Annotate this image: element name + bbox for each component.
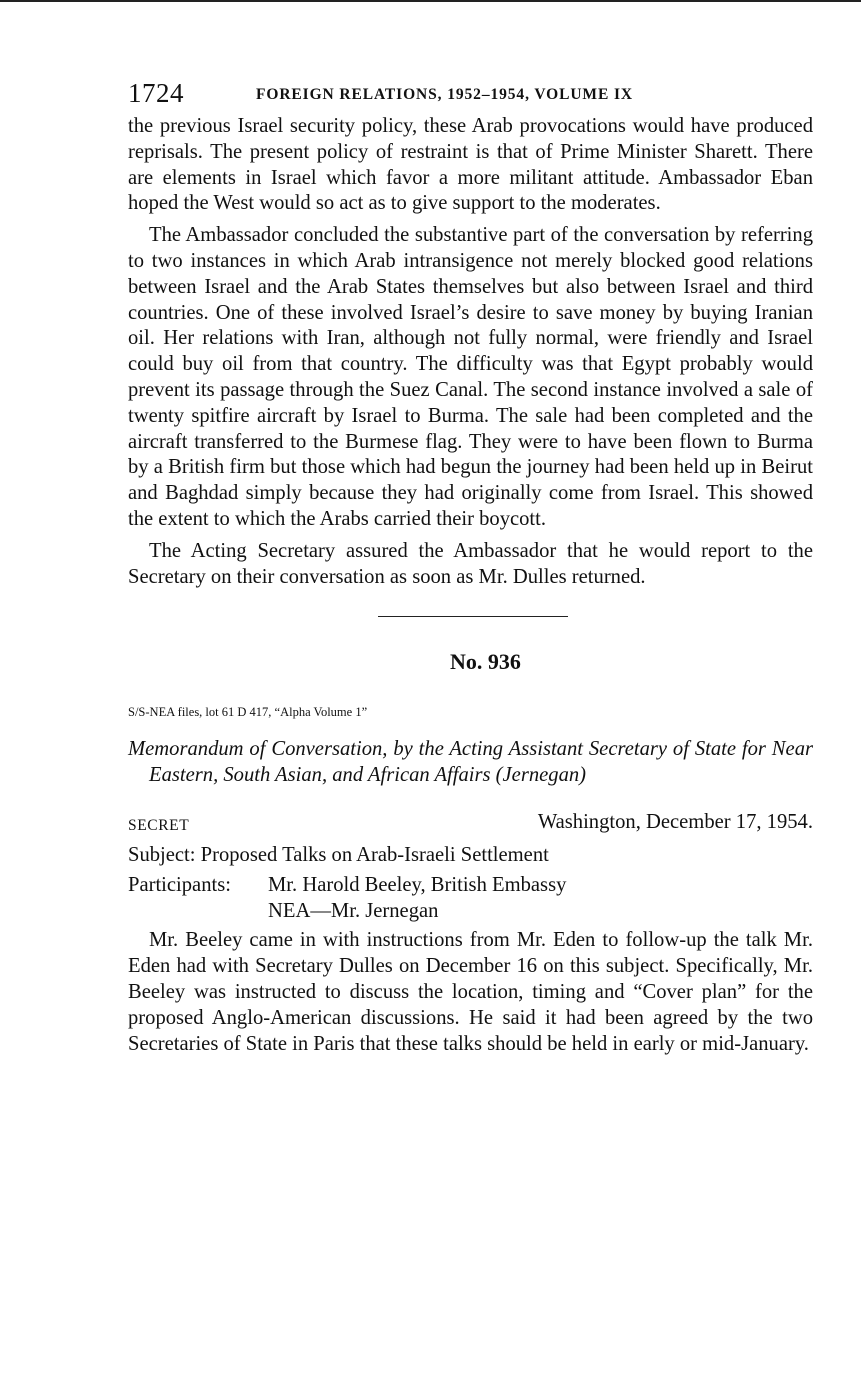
top-border-rule xyxy=(0,0,861,2)
section-divider xyxy=(378,616,568,617)
paragraph-ambassador-concluded: The Ambassador concluded the substantive part of the conversation by referring to two instances in which Arab intransigence not merely blocked good relations between Israel and the Arab States themselves but also between Israel and third countries. One of these involved Israel’s desire to save money by buying Iranian oil. Her relations with Iran, although not fully normal, were friendly and Israel could buy oil from that country. The difficulty was that Egypt probably would prevent its passage through the Suez Canal. The second instance involved a sale of twenty spitfire aircraft by Israel to Burma. The sale had been completed and the aircraft transferred to the Burmese flag. They were to have been flown to Burma by a British firm but those which had begun the journey had been held up in Beirut and Baghdad simply because they had originally come from Israel. This showed the extent to which the Arabs carried their boycott. xyxy=(128,224,813,530)
running-head xyxy=(128,74,813,114)
subject-line: Subject: Proposed Talks on Arab-Israeli Settlement xyxy=(128,843,549,866)
paragraph-continued: the previous Israel security policy, these Arab provocations would have produced reprisals. The present policy of restraint is that of Prime Minister Sharett. There are elements in Israel which favor a more militant attitude. Ambassador Eban hoped the West would so act as to give support to the moderates. xyxy=(128,115,813,215)
participant-item: Mr. Harold Beeley, British Embassy xyxy=(268,873,567,896)
memo-body-paragraph: Mr. Beeley came in with instructions from Mr. Eden to follow-up the talk Mr. Eden had with Secretary Dulles on December 16 on this subject. Specifically, Mr. Beeley was instructed to discuss the location, timing and “Cover plan” for the proposed Anglo-American discussions. He said it had been agreed by the two Secretaries of State in Paris that these talks should be held in early or mid-January. xyxy=(128,929,813,1055)
participants-list xyxy=(268,873,566,925)
volume-title: FOREIGN RELATIONS, 1952–1954, VOLUME IX xyxy=(256,86,633,103)
page-number: 1724 xyxy=(128,78,184,108)
dateline xyxy=(128,811,813,839)
participant-item: NEA—Mr. Jernegan xyxy=(268,899,439,922)
document-number: No. 936 xyxy=(450,649,521,675)
document-page xyxy=(128,74,813,1063)
participants-block xyxy=(128,873,813,925)
place-and-date: Washington, December 17, 1954. xyxy=(537,810,813,833)
document-title: Memorandum of Conversation, by the Acting Assistant Secretary of State for Near Eastern, South Asian, and African Affairs (Jernegan) xyxy=(128,738,813,787)
paragraph-acting-secretary: The Acting Secretary assured the Ambassador that he would report to the Secretary on their conversation as soon as Mr. Dulles returned. xyxy=(128,539,813,588)
source-note: S/S-NEA files, lot 61 D 417, “Alpha Volume 1” xyxy=(128,705,368,720)
participants-label: Participants: xyxy=(128,873,231,896)
classification-label: SECRET xyxy=(128,816,190,834)
